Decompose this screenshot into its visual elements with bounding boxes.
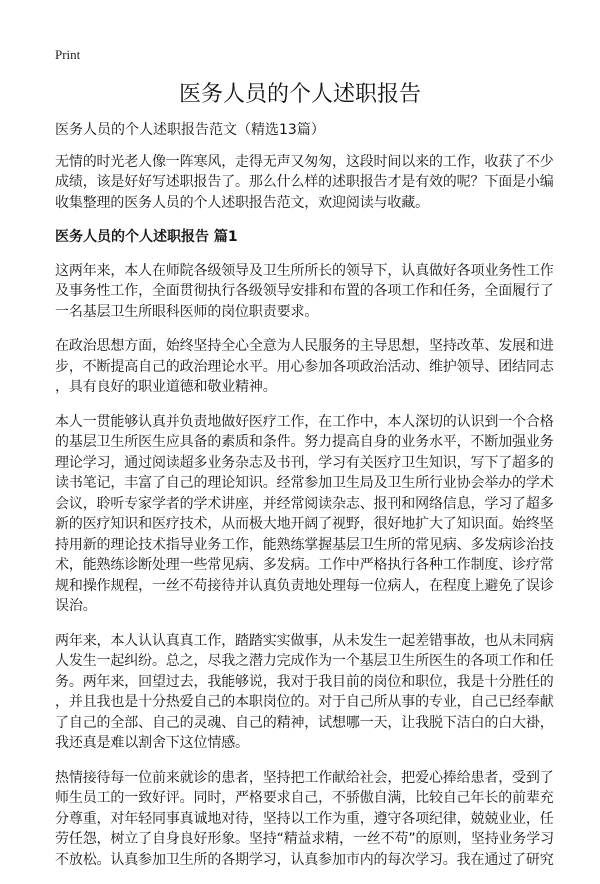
body-paragraph [55,412,555,617]
paragraphs [55,261,555,871]
text-line: 劳任怨，树立了自身良好形象。坚持“精益求精，一丝不苟”的原则，坚持业务学习 [55,831,554,847]
print-link[interactable]: Print [55,47,81,62]
text-line: 规和操作规程，一丝不苟接待并认真负责地处理每一位病人，在程度上避免了误诊 [55,577,554,594]
text-line: 收集整理的医务人员的个人述职报告范文，欢迎阅读与收藏。 [55,194,429,211]
text-line: 热情接待每一位前来就诊的患者，坚持把工作献给社会，把爱心捧给患者，受到了 [55,769,554,786]
document-body [55,120,555,884]
text-line: 这两年来，本人在师院各级领导及卫生所所长的领导下，认真做好各项业务性工作 [55,262,554,279]
body-paragraph [55,261,555,323]
text-line: ，具有良好的职业道德和敬业精神。 [55,379,277,395]
body-paragraph [55,336,555,398]
page-title: 医务人员的个人述职报告 [178,82,421,107]
text-line: 在政治思想方面，始终坚持全心全意为人民服务的主导思想，坚持改革、发展和进 [55,338,554,354]
text-line: 及事务性工作，全面贯彻执行各级领导安排和布置的各项工作和任务，全面履行了 [55,283,554,299]
section-heading: 医务人员的个人述职报告 篇1 [55,229,238,245]
text-line: 本人一贯能够认真并负责地做好医疗工作，在工作中，本人深切的认识到一个合格 [55,413,554,430]
text-line: 持用新的理论技术指导业务工作，能熟练掌握基层卫生所的常见病、多发病诊治技 [55,536,554,553]
text-line: 成绩，该是好好写述职报告了。那么什么样的述职报告才是有效的呢？下面是小编 [55,174,554,190]
subtitle: 医务人员的个人述职报告范文（精选13篇） [55,122,325,138]
text-line: 的基层卫生所医生应具备的素质和条件。努力提高自身的业务水平，不断加强业务 [55,434,554,450]
text-line: 理论学习，通过阅读超多业务杂志及书刊，学习有关医疗卫生知识，写下了超多的 [55,454,554,471]
text-line: 步，不断提高自己的政治理论水平。用心参加各项政治活动、维护领导、团结同志 [55,358,554,375]
text-line: ，并且我也是十分热爱自己的本职岗位的。对于自己所从事的专业，自己已经奉献 [55,694,554,710]
text-line: 了自己的全部、自己的灵魂、自己的精神，试想哪一天，让我脱下洁白的白大褂， [55,714,554,731]
text-line: 务。两年来，回望过去，我能够说，我对于我目前的岗位和职位，我是十分胜任的 [55,673,554,690]
text-line: 不放松。认真参加卫生所的各期学习，认真参加市内的每次学习。我在通过了研究 [55,851,554,868]
body-paragraph [55,631,555,754]
intro-paragraph [55,152,555,214]
text-line: 误治。 [55,598,97,614]
text-line: 我还真是难以割舍下这位情感。 [55,735,249,751]
text-line: 人发生一起纠纷。总之，尽我之潜力完成作为一个基层卫生所医生的各项工作和任 [55,653,554,669]
text-line: 读书笔记，丰富了自己的理论知识。经常参加卫生局及卫生所行业协会举办的学术 [55,475,554,491]
body-paragraph [55,768,555,871]
text-line: 新的医疗知识和医疗技术，从而极大地开阔了视野，很好地扩大了知识面。始终坚 [55,516,554,532]
text-line: 分尊重，对年轻同事真诚地对待，坚持以工作为重，遵守各项纪律，兢兢业业，任 [55,810,554,827]
text-line: 会议，聆听专家学者的学术讲座，并经常阅读杂志、报刊和网络信息，学习了超多 [55,495,554,512]
text-line: 两年来，本人认认真真工作，踏踏实实做事，从未发生一起差错事故，也从未同病 [55,632,554,649]
text-line: 无情的时光老人像一阵寒风，走得无声又匆匆，这段时间以来的工作，收获了不少 [55,153,554,170]
text-line: 术，能熟练诊断处理一些常见病、多发病。工作中严格执行各种工作制度、诊疗常 [55,557,554,573]
text-line: 一名基层卫生所眼科医师的岗位职责要求。 [55,303,319,320]
text-line: 师生员工的一致好评。同时，严格要求自己，不骄傲自满，比较自己年长的前辈充 [55,790,554,806]
